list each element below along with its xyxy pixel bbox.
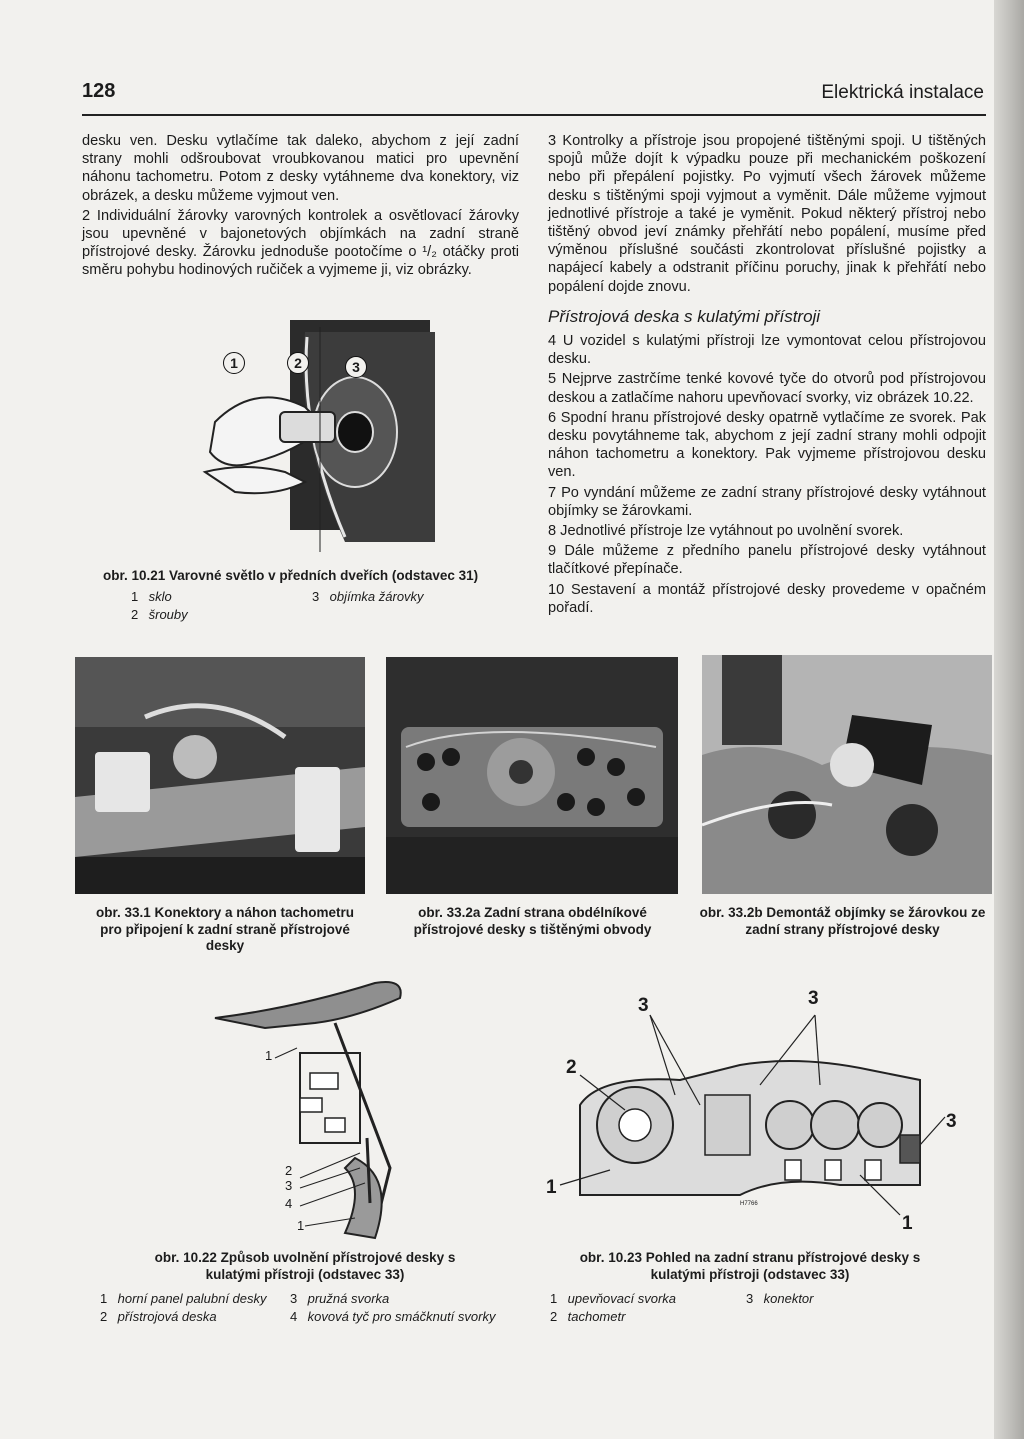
caption-fig-10-21: obr. 10.21 Varovné světlo v předních dveřích (odstavec 31) [103,568,479,583]
legend-item: 2 tachometr [550,1309,626,1324]
paragraph: 9 Dále můžeme z předního panelu přístrojové desky vytáhnout tlačítkové přepínače. [548,543,986,578]
caption-fig-10-23: obr. 10.23 Pohled na zadní stranu přístrojové desky s kulatými přístroji (odstavec 33) [579,1250,921,1282]
right-column-text [548,132,986,619]
photo-33-1 [75,657,365,894]
fig-10-22-label-1b: 1 [297,1218,305,1233]
fig-10-23-label-3c: 3 [946,1111,957,1132]
fig-10-23-label-3b: 3 [808,988,819,1009]
paragraph: 3 Kontrolky a přístroje jsou propojené tištěnými spoji. U tištěných spojů může dojít k výpadku pouze při mechanickém poškození nebo při přepálení pojistky. Po vyjmutí všech žárovek můžeme desku s tištěnými spoji vyjmout a vyměnit. Dále můžeme vyjmout jednotlivé přístroje a také je vyměnit. Pokud některý přístroj nebo tištěný obvod jeví známky přehřátí nebo popálení, musíme před výměnou příslušné součásti zkontrolovat příslušné pojistky a napájecí kabely a odstranit příčinu poruchy, jinak k přehřátí nebo popálení dojde znovu. [548,133,986,295]
legend-fig-10-23 [550,1290,950,1330]
fig-10-23-code: H7766 [740,1201,758,1207]
figure-10-22 [205,978,415,1243]
figure-10-21 [195,312,445,562]
running-head: Elektrická instalace [821,82,984,103]
callout-3: 3 [345,356,367,378]
photo-33-2a [386,657,678,894]
fig-10-22-label-2: 2 [285,1163,293,1178]
legend-item: 2 šrouby [131,607,188,622]
legend-item: 2 přístrojová deska [100,1309,217,1324]
figure-10-23 [540,985,980,1235]
page-number: 128 [82,80,116,102]
fig-10-22-label-1: 1 [265,1048,273,1063]
caption-33-2a: obr. 33.2a Zadní strana obdélníkové přístrojové desky s tištěnými obvody [413,905,652,937]
fig-10-23-label-3a: 3 [638,995,649,1016]
fig-10-23-label-1a: 1 [546,1177,557,1198]
page-edge-shadow [994,0,1024,1439]
fig-10-23-label-1b: 1 [902,1213,913,1234]
header-rule [82,114,986,116]
paragraph: 4 U vozidel s kulatými přístroji lze vymontovat celou přístrojovou desku. [548,333,986,368]
legend-fig-10-22 [100,1290,530,1330]
paragraph: 6 Spodní hranu přístrojové desky opatrně vytlačíme ze svorek. Pak desku povytáhneme tak, abychom z její zadní strany mohli odpojit náhon tachometru a konektory. Pak vyjmeme přístrojovou desku ven. [548,409,986,481]
caption-33-1: obr. 33.1 Konektory a náhon tachometru pro připojení k zadní straně přístrojové desky [95,905,355,953]
fig-10-22-label-3: 3 [285,1178,293,1193]
paragraph: 8 Jednotlivé přístroje lze vytáhnout po uvolnění svorek. [548,523,904,540]
photo-33-2b [702,655,992,894]
section-title: Přístrojová deska s kulatými přístroji [548,306,821,326]
fig-10-22-label-4: 4 [285,1196,293,1211]
door-light-illustration [195,312,445,562]
caption-33-2b: obr. 33.2b Demontáž objímky se žárovkou ze zadní strany přístrojové desky [699,905,986,937]
legend-item: 4 kovová tyč pro smáčknutí svorky [290,1309,496,1324]
legend-item: 1 upevňovací svorka [550,1291,677,1306]
fig-10-23-label-2: 2 [566,1057,577,1078]
caption-fig-10-22: obr. 10.22 Způsob uvolnění přístrojové desky s kulatými přístroji (odstavec 33) [154,1250,456,1282]
left-column-text [82,132,519,282]
legend-fig-10-21 [131,588,511,628]
paragraph: 5 Nejprve zastrčíme tenké kovové tyče do otvorů pod přístrojovou deskou a zatlačíme nahoru upevňovací svorky, viz obrázek 10.22. [548,371,986,406]
legend-item: 1 horní panel palubní desky [100,1291,267,1306]
legend-item: 3 pružná svorka [290,1291,390,1306]
callout-1: 1 [223,352,245,374]
paragraph: 7 Po vyndání můžeme ze zadní strany přístrojové desky vytáhnout objímky se žárovkami. [548,484,986,519]
callout-2: 2 [287,352,309,374]
legend-item: 1 sklo [131,589,172,604]
paragraph: 10 Sestavení a montáž přístrojové desky provedeme v opačném pořadí. [548,581,986,616]
paragraph: desku ven. Desku vytlačíme tak daleko, abychom z její zadní strany mohli odšroubovat vroubkovanou matici pro upevnění náhonu tachometru. Potom z desky vytáhneme dva konektory, viz obrázek, a desku můžeme vyjmout ven. [82,133,519,204]
legend-item: 3 objímka žárovky [312,589,424,604]
legend-item: 3 konektor [746,1291,814,1306]
paragraph: 2 Individuální žárovky varovných kontrolek a osvětlovací žárovky jsou upevněné v bajonetových objímkách na zadní straně přístrojové desky. Žárovku jednoduše pootočíme o ¹/₂ otáčky proti směru pohybu hodinových ručiček a vyjmeme ji, viz obrázky. [82,207,519,279]
